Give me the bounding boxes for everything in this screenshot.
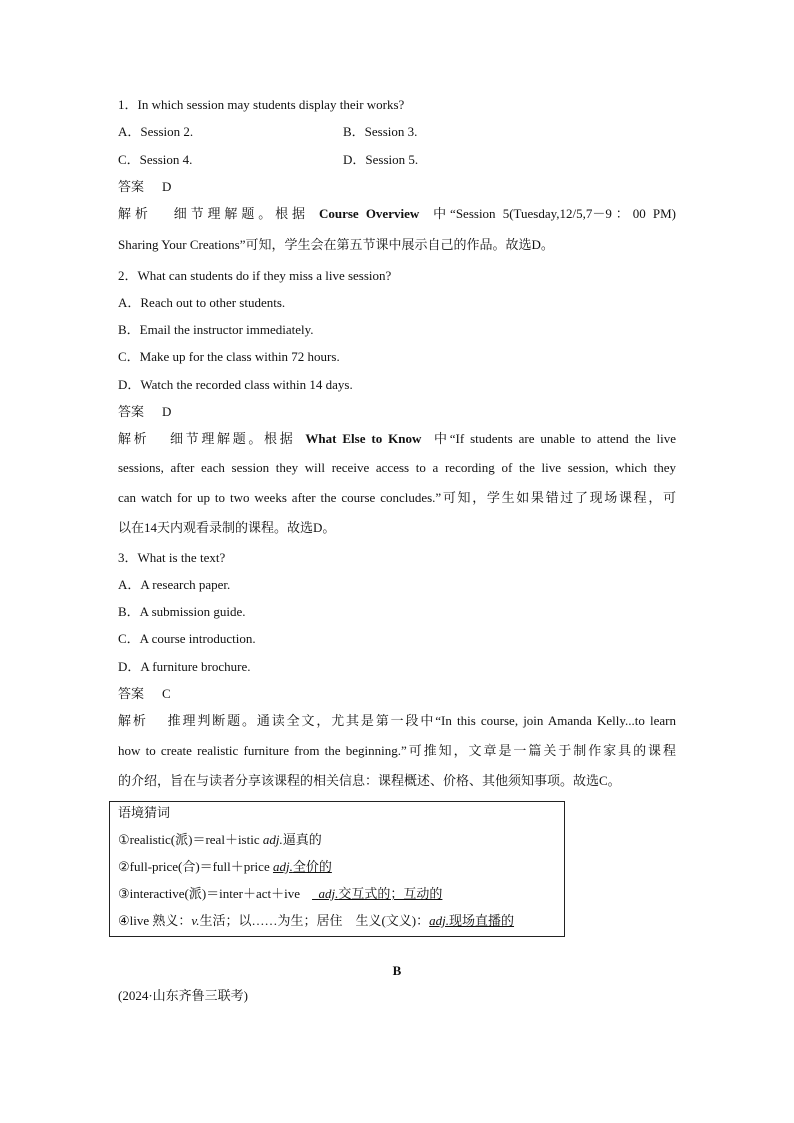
q1-analysis-bold: Course Overview xyxy=(318,206,420,221)
q1-analysis-line2: Sharing Your Creations”可知，学生会在第五节课中展示自己的作品。故选D。 xyxy=(118,237,554,252)
vocab-item-3-pos: adj. xyxy=(318,886,339,901)
q2-analysis-mid: 中“If students are unable to attend the live xyxy=(431,431,676,446)
q3-option-c: C．A course introduction. xyxy=(118,631,256,646)
q2-analysis-prefix: 细节理解题。根据 xyxy=(167,431,296,446)
vocab-item-3-word: ③interactive(派)＝inter＋act＋ive xyxy=(118,886,301,901)
q1-analysis-prefix: 细节理解题。根据 xyxy=(169,206,309,221)
vocab-item-2-word: ②full-price(合)＝full＋price xyxy=(118,859,273,874)
q2-answer: D xyxy=(162,404,172,419)
q2-option-b: B．Email the instructor immediately. xyxy=(118,322,314,337)
q3-option-a: A．A research paper. xyxy=(118,577,231,592)
q1-option-b: B．Session 3. xyxy=(343,124,418,139)
q1-analysis-line1 xyxy=(118,206,676,222)
q3-answer-row xyxy=(118,686,171,702)
q2-option-c: C．Make up for the class within 72 hours. xyxy=(118,349,340,364)
q3-stem: 3．What is the text? xyxy=(118,550,226,565)
vocab-item-4-pos1: v. xyxy=(191,913,200,928)
vocab-item-4-pos2: adj. xyxy=(429,913,450,928)
q1-answer-row xyxy=(118,179,171,195)
vocab-item-1-meaning: 逼真的 xyxy=(282,832,322,847)
section-heading: B xyxy=(392,963,402,978)
q3-analysis-line1 xyxy=(118,713,676,729)
vocab-item-1-pos: adj. xyxy=(262,832,283,847)
q3-answer-label: 答案 xyxy=(118,686,145,701)
q3-option-b: B．A submission guide. xyxy=(118,604,246,619)
q3-analysis-line3: 的介绍，旨在与读者分享该课程的相关信息：课程概述、价格、其他须知事项。故选C。 xyxy=(118,773,621,788)
q3-answer: C xyxy=(162,686,171,701)
q2-stem: 2．What can students do if they miss a live session? xyxy=(118,268,392,283)
q2-analysis-bold: What Else to Know xyxy=(305,431,422,446)
q2-analysis-label: 解析 xyxy=(118,431,150,446)
q2-analysis-line3: can watch for up to two weeks after the course concludes.”可知，学生如果错过了现场课程，可 xyxy=(118,490,676,505)
vocab-item-4-meaning: 现场直播的 xyxy=(449,913,515,928)
vocab-item-4 xyxy=(118,913,514,929)
vocab-box xyxy=(109,801,565,937)
q1-option-a: A．Session 2. xyxy=(118,124,194,139)
q1-option-c: C．Session 4. xyxy=(118,152,193,167)
q2-analysis-line4: 以在14天内观看录制的课程。故选D。 xyxy=(118,520,336,535)
vocab-item-1-word: ①realistic(派)＝real＋istic xyxy=(118,832,263,847)
q1-answer-label: 答案 xyxy=(118,179,145,194)
q2-analysis-line2: sessions, after each session they will receive access to a recording of the live session, which they xyxy=(118,460,676,475)
q2-option-d: D．Watch the recorded class within 14 days. xyxy=(118,377,353,392)
q1-answer: D xyxy=(162,179,172,194)
vocab-item-4-word: ④live 熟义： xyxy=(118,913,192,928)
vocab-item-2 xyxy=(118,859,332,875)
vocab-item-4-meaning-familiar: 生活；以……为生；居住 生义(文义)： xyxy=(199,913,430,928)
q1-analysis-mid: 中“Session 5(Tuesday,12/5,7－9：00 PM) xyxy=(429,206,676,221)
q3-analysis-text: 推理判断题。通读全文，尤其是第一段中“In this course, join Amanda Kelly...to learn xyxy=(165,713,676,728)
q3-option-d: D．A furniture brochure. xyxy=(118,659,251,674)
q2-analysis-line1 xyxy=(118,431,676,447)
q2-option-a: A．Reach out to other students. xyxy=(118,295,286,310)
vocab-title: 语境猜词 xyxy=(118,805,171,820)
section-source: (2024·山东齐鲁三联考) xyxy=(118,988,248,1003)
q3-analysis-line2: how to create realistic furniture from the beginning.”可推知，文章是一篇关于制作家具的课程 xyxy=(118,743,676,758)
q1-analysis-label: 解析 xyxy=(118,206,152,221)
vocab-item-3 xyxy=(118,886,442,902)
q1-stem: 1．In which session may students display their works? xyxy=(118,97,405,112)
vocab-item-2-pos: adj. xyxy=(272,859,293,874)
q3-analysis-label: 解析 xyxy=(118,713,148,728)
vocab-item-3-meaning: 交互式的；互动的 xyxy=(338,886,443,901)
q1-option-d: D．Session 5. xyxy=(343,152,419,167)
vocab-item-1 xyxy=(118,832,322,848)
q2-answer-row xyxy=(118,404,171,420)
q2-answer-label: 答案 xyxy=(118,404,145,419)
vocab-item-2-meaning: 全价的 xyxy=(292,859,332,874)
